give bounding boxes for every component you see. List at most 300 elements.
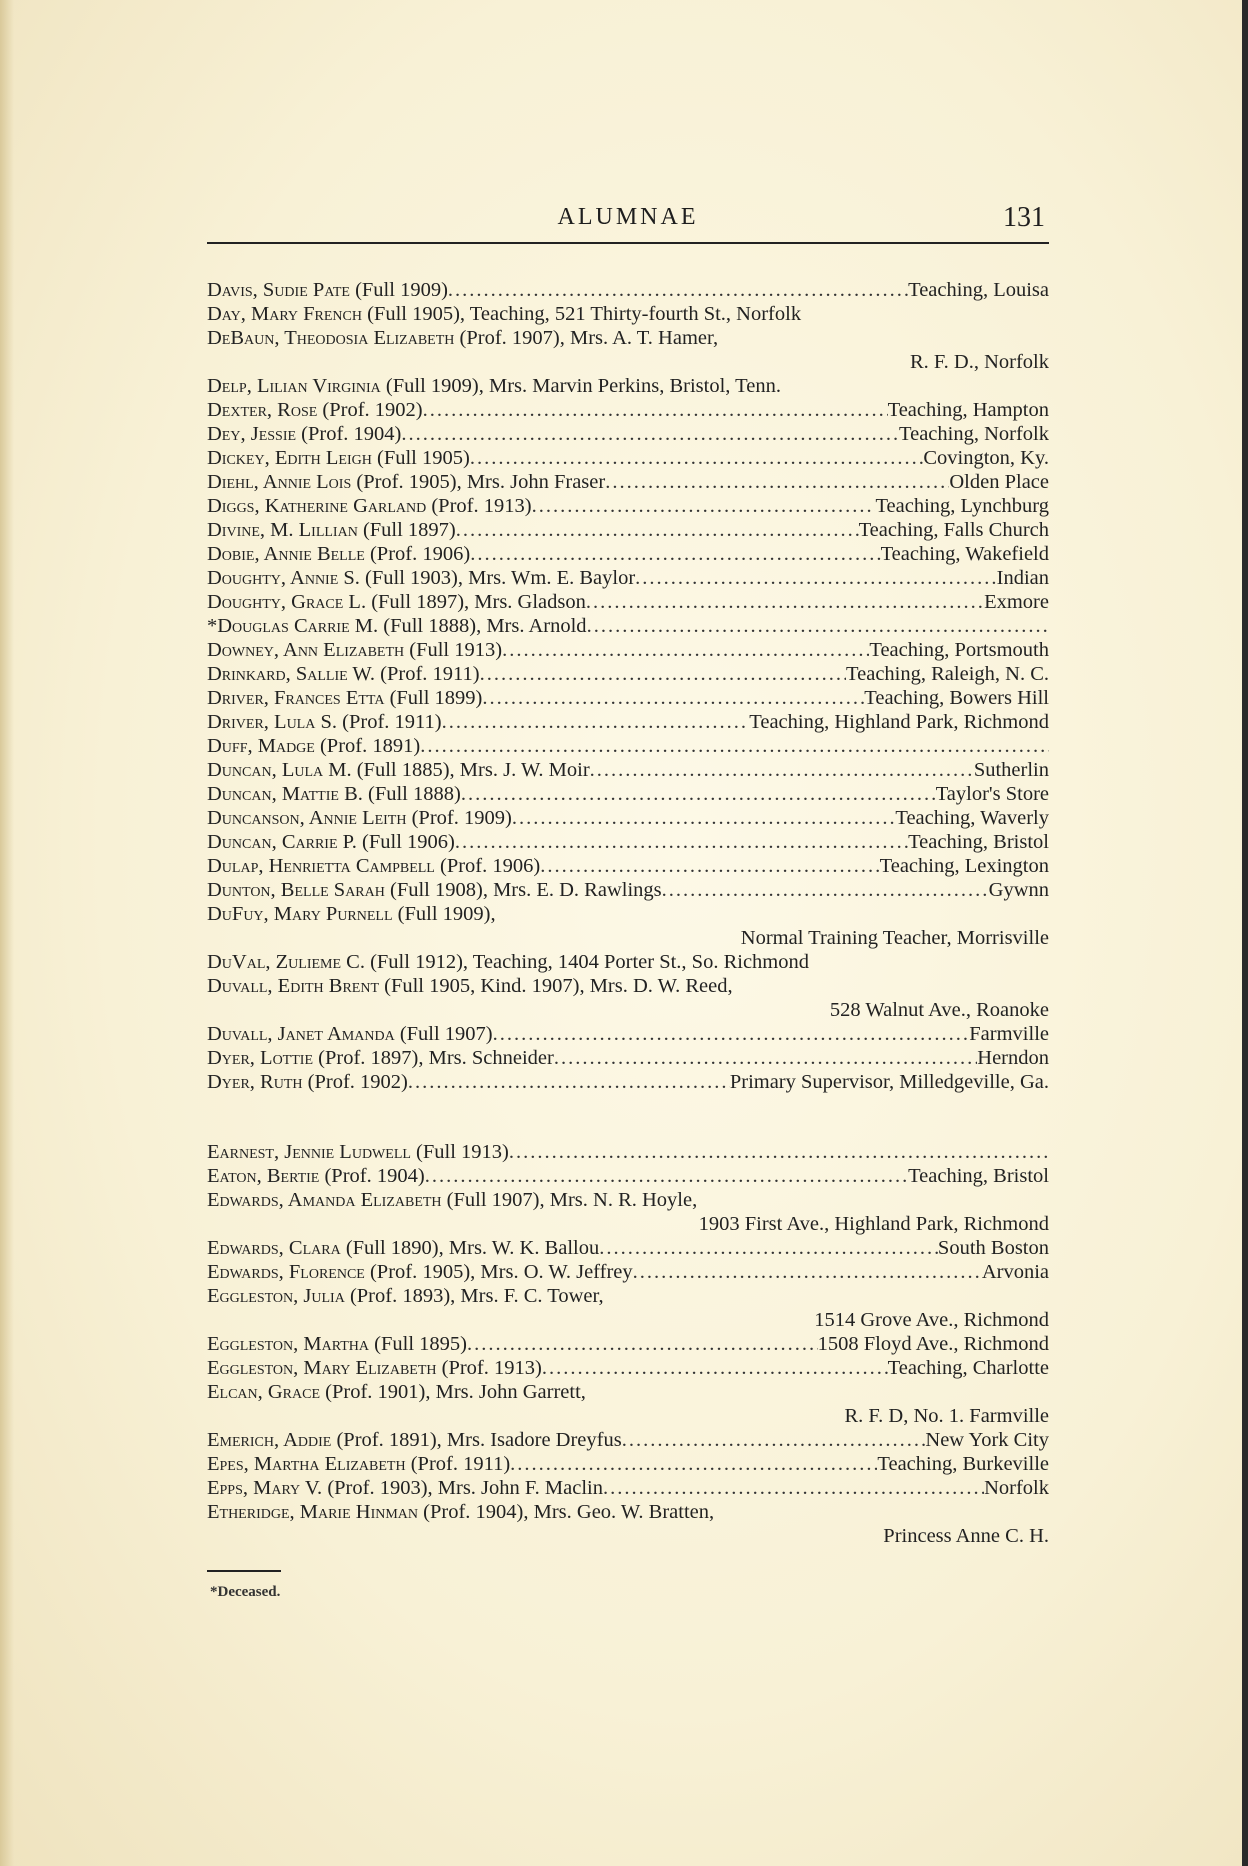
entry-line (207, 950, 1049, 974)
entry-details: (Prof. 1911) (405, 1453, 511, 1475)
entry-lead (207, 398, 423, 422)
alumna-entry (207, 542, 1049, 566)
entry-details: (Prof. 1902) (302, 1071, 408, 1093)
dot-leader (586, 590, 984, 614)
entry-line (207, 854, 1049, 878)
alumna-entry (207, 1188, 1049, 1236)
entry-line (207, 518, 1049, 542)
dot-leader (448, 278, 908, 302)
entry-location: Gywnn (988, 879, 1049, 901)
entry-lead (207, 830, 455, 854)
entry-details: (Prof. 1911) (375, 663, 480, 685)
entry-location: Teaching, Charlotte (887, 1357, 1049, 1379)
dot-leader (605, 470, 949, 494)
entry-line (207, 638, 1049, 662)
alumna-entry (207, 470, 1049, 494)
entry-line (207, 1284, 1049, 1308)
entry-location: Teaching, Bristol (908, 1165, 1049, 1187)
entry-line (207, 590, 1049, 614)
alumna-entry (207, 302, 1049, 326)
entry-line (207, 1236, 1049, 1260)
alumna-entry (207, 1046, 1049, 1070)
alumna-entry (207, 422, 1049, 446)
entry-details: (Full 1895) (369, 1333, 467, 1355)
alumna-entry (207, 1022, 1049, 1046)
alumna-entry (207, 782, 1049, 806)
entry-line (207, 686, 1049, 710)
entry-continuation: 1514 Grove Ave., Richmond (814, 1309, 1049, 1331)
alumna-name: Earnest, Jennie Ludwell (207, 1141, 411, 1163)
dot-leader (467, 1332, 818, 1356)
entry-lead (207, 1188, 697, 1212)
alumna-entry (207, 566, 1049, 590)
entry-details: (Full 1888), Mrs. Arnold (378, 615, 587, 637)
entry-details: (Full 1885), Mrs. J. W. Moir (351, 759, 590, 781)
alumna-entry (207, 854, 1049, 878)
entry-lead (207, 566, 635, 590)
entry-details: (Full 1903), Mrs. Wm. E. Baylor (359, 567, 636, 589)
entry-lead (207, 950, 809, 974)
entry-location: Herndon (977, 1047, 1049, 1069)
entry-lead (207, 1356, 542, 1380)
entry-lead (207, 710, 442, 734)
dot-leader (470, 542, 880, 566)
alumna-entry (207, 662, 1049, 686)
entry-details: (Prof. 1901), Mrs. John Garrett, (320, 1381, 586, 1403)
entry-lead (207, 902, 496, 926)
alumna-entry (207, 590, 1049, 614)
entry-details: (Prof. 1906) (364, 543, 471, 565)
alumna-name: Day, Mary French (207, 303, 362, 325)
alumna-entry (207, 1428, 1049, 1452)
dot-leader (470, 446, 924, 470)
alumna-entry (207, 806, 1049, 830)
dot-leader (599, 1236, 938, 1260)
alumna-entry (207, 1164, 1049, 1188)
entry-details: (Full 1909), Mrs. Marvin Perkins, Bristol, Tenn. (380, 375, 781, 397)
entry-continuation: 528 Walnut Ave., Roanoke (829, 999, 1049, 1021)
entry-location: Teaching, Lexington (879, 855, 1049, 877)
entry-lead (207, 758, 590, 782)
alumna-entry (207, 1260, 1049, 1284)
entry-details: (Prof. 1902) (317, 399, 423, 421)
entry-line (207, 662, 1049, 686)
alumna-entry (207, 494, 1049, 518)
entry-lead (207, 638, 502, 662)
dot-leader (633, 1260, 982, 1284)
entry-lead (207, 1022, 493, 1046)
alumna-entry (207, 1236, 1049, 1260)
alumna-entry (207, 830, 1049, 854)
alumna-name: Duff, Madge (207, 735, 315, 757)
entry-details: (Full 1913) (410, 1141, 509, 1163)
dot-leader (480, 662, 846, 686)
entry-details: (Prof. 1907), Mrs. A. T. Hamer, (454, 327, 719, 349)
dot-leader (635, 566, 996, 590)
alumna-name: Duvall, Janet Amanda (207, 1023, 395, 1045)
entry-details: (Prof. 1891), Mrs. Isadore Dreyfus (331, 1429, 622, 1451)
entry-details: (Prof. 1905), Mrs. O. W. Jeffrey (364, 1261, 633, 1283)
entry-lead (207, 1260, 633, 1284)
alumna-entry (207, 1070, 1049, 1094)
alumna-name: Diggs, Katherine Garland (207, 495, 427, 517)
alumna-name: Dobie, Annie Belle (207, 543, 365, 565)
alumna-entry (207, 638, 1049, 662)
entry-lead (207, 518, 456, 542)
entry-lead (207, 1070, 408, 1094)
dot-leader (502, 638, 869, 662)
dot-leader (542, 1356, 888, 1380)
alumna-name: Eggleston, Mary Elizabeth (207, 1357, 437, 1379)
entry-location: Teaching, Lynchburg (875, 495, 1049, 517)
alumna-name: Dunton, Belle Sarah (207, 879, 385, 901)
entry-line (207, 1500, 1049, 1524)
entry-details: (Full 1897), Mrs. Gladson (366, 591, 586, 613)
entry-location: Teaching, Burkeville (877, 1453, 1049, 1475)
alumna-entry (207, 1284, 1049, 1332)
entry-lead (207, 422, 401, 446)
alumna-entry (207, 614, 1049, 638)
entry-location: Covington, Ky. (923, 447, 1049, 469)
page-edge (1242, 0, 1248, 1866)
entry-lead (207, 806, 512, 830)
alumna-name: Dyer, Ruth (207, 1071, 303, 1093)
dot-leader (401, 422, 899, 446)
dot-leader (493, 1022, 970, 1046)
alumna-name: Driver, Frances Etta (207, 687, 385, 709)
entry-line (207, 566, 1049, 590)
entry-line (207, 542, 1049, 566)
entry-lead (207, 446, 470, 470)
entry-line (207, 782, 1049, 806)
alumna-name: Eggleston, Martha (207, 1333, 370, 1355)
entry-line (207, 374, 1049, 398)
entry-lead (207, 1236, 599, 1260)
alumna-name: Doughty, Annie S. (207, 567, 360, 589)
alumna-name: Emerich, Addie (207, 1429, 332, 1451)
entry-lead (207, 1164, 425, 1188)
alumna-name: Dey, Jessie (207, 423, 297, 445)
dot-leader (423, 398, 888, 422)
entry-location: Norfolk (984, 1477, 1049, 1499)
entry-line (207, 806, 1049, 830)
alumna-name: Duncan, Lula M. (207, 759, 352, 781)
entry-location: Teaching, Norfolk (899, 423, 1049, 445)
alumna-name: Eggleston, Julia (207, 1285, 345, 1307)
entry-lead (207, 1380, 586, 1404)
dot-leader (509, 1140, 1049, 1164)
dot-leader (603, 1476, 984, 1500)
alumna-name: Dulap, Henrietta Campbell (207, 855, 435, 877)
entry-line (207, 974, 1049, 998)
alumna-name: Downey, Ann Elizabeth (207, 639, 405, 661)
entry-continuation: 1903 First Ave., Highland Park, Richmond (698, 1213, 1049, 1235)
entry-lead (207, 590, 586, 614)
dot-leader (455, 830, 908, 854)
entry-lead (207, 1284, 604, 1308)
entry-line (207, 1022, 1049, 1046)
entry-location: Teaching, Louisa (908, 279, 1049, 301)
entry-location: Exmore (984, 591, 1049, 613)
alumna-name: DuVal, Zulieme C. (207, 951, 365, 973)
alumna-entry (207, 902, 1049, 950)
alumna-name: Edwards, Amanda Elizabeth (207, 1189, 442, 1211)
entry-location: Taylor's Store (935, 783, 1049, 805)
alumna-entry (207, 950, 1049, 974)
entry-details: (Full 1912), Teaching, 1404 Porter St., So. Richmond (364, 951, 809, 973)
dot-leader (482, 686, 864, 710)
entry-location: Olden Place (949, 471, 1049, 493)
entry-details: (Prof. 1906) (434, 855, 541, 877)
entry-details: (Prof. 1913) (436, 1357, 542, 1379)
entry-details: (Prof. 1891) (314, 735, 421, 757)
entry-line (207, 398, 1049, 422)
entry-location: Teaching, Hampton (887, 399, 1049, 421)
entry-details: (Prof. 1903), Mrs. John F. Maclin (322, 1477, 603, 1499)
alumna-entry (207, 1380, 1049, 1428)
alumna-name: Eaton, Bertie (207, 1165, 320, 1187)
entry-line (207, 1476, 1049, 1500)
entry-lead (207, 782, 461, 806)
entry-line (207, 494, 1049, 518)
alumna-entry (207, 278, 1049, 302)
alumna-name: Duncan, Mattie B. (207, 783, 363, 805)
entry-lead (207, 1428, 622, 1452)
alumna-name: Dyer, Lottie (207, 1047, 314, 1069)
entry-line (207, 326, 1049, 350)
entry-location: Teaching, Highland Park, Richmond (749, 711, 1049, 733)
entry-lead (207, 302, 801, 326)
page-number: 131 (1003, 202, 1045, 233)
entry-line (207, 446, 1049, 470)
entry-line (207, 1188, 1049, 1212)
alumna-entry (207, 1332, 1049, 1356)
alumna-name: Dexter, Rose (207, 399, 318, 421)
entry-line (207, 1070, 1049, 1094)
alumna-name: Diehl, Annie Lois (207, 471, 352, 493)
dot-leader (532, 494, 876, 518)
entry-continuation: Princess Anne C. H. (883, 1525, 1049, 1547)
entry-line (207, 302, 1049, 326)
entry-line (207, 1452, 1049, 1476)
entry-details: (Prof. 1904) (296, 423, 402, 445)
dot-leader (554, 1046, 977, 1070)
entry-details: (Prof. 1904), Mrs. Geo. W. Bratten, (418, 1501, 715, 1523)
alumna-entry (207, 710, 1049, 734)
entry-lead (207, 662, 480, 686)
dot-leader (461, 782, 936, 806)
alumna-name: *Douglas Carrie M. (207, 615, 379, 637)
dot-leader (408, 1070, 730, 1094)
alumna-name: DuFuy, Mary Purnell (207, 903, 393, 925)
entry-line (207, 878, 1049, 902)
entry-location: Teaching, Bowers Hill (864, 687, 1049, 709)
alumna-entry (207, 1452, 1049, 1476)
entry-continuation: R. F. D, No. 1. Farmville (844, 1405, 1049, 1427)
entry-location: 1508 Floyd Ave., Richmond (817, 1333, 1049, 1355)
entry-details: (Prof. 1904) (319, 1165, 425, 1187)
entry-lead (207, 1452, 510, 1476)
entry-location: Primary Supervisor, Milledgeville, Ga. (729, 1071, 1049, 1093)
alumna-name: Drinkard, Sallie W. (207, 663, 376, 685)
entry-details: (Prof. 1913) (426, 495, 532, 517)
dot-leader (510, 1452, 877, 1476)
entry-line (207, 1332, 1049, 1356)
entry-line (207, 470, 1049, 494)
alumna-name: Etheridge, Marie Hinman (207, 1501, 419, 1523)
alumna-entry (207, 758, 1049, 782)
entry-continuation: Normal Training Teacher, Morrisville (740, 927, 1049, 949)
entry-lead (207, 1046, 554, 1070)
dot-leader (456, 518, 859, 542)
entry-details: (Full 1890), Mrs. W. K. Ballou (340, 1237, 600, 1259)
alumna-name: Davis, Sudie Pate (207, 279, 350, 301)
entry-lead (207, 734, 420, 758)
running-title: ALUMNAE (557, 204, 699, 230)
entry-location: Teaching, Falls Church (858, 519, 1049, 541)
entry-line (207, 1046, 1049, 1070)
entry-details: (Full 1907), Mrs. N. R. Hoyle, (441, 1189, 698, 1211)
entry-location: South Boston (937, 1237, 1049, 1259)
entry-lead (207, 974, 733, 998)
entry-line (207, 710, 1049, 734)
entry-location: Teaching, Raleigh, N. C. (846, 663, 1049, 685)
entry-details: (Full 1905) (371, 447, 470, 469)
entry-lead (207, 278, 448, 302)
dot-leader (662, 878, 989, 902)
entry-location: Indian (996, 567, 1049, 589)
entry-details: (Full 1905), Teaching, 521 Thirty-fourth St., Norfolk (361, 303, 802, 325)
entry-lead (207, 686, 482, 710)
entry-lead (207, 614, 587, 638)
alumna-entry (207, 398, 1049, 422)
alumna-entry (207, 974, 1049, 1022)
entry-location: Teaching, Waverly (895, 807, 1049, 829)
entry-line (207, 1140, 1049, 1164)
entry-location: Teaching, Wakefield (880, 543, 1049, 565)
entry-line (207, 1380, 1049, 1404)
entry-details: (Full 1905, Kind. 1907), Mrs. D. W. Reed, (379, 975, 733, 997)
alumna-entry (207, 374, 1049, 398)
dot-leader (420, 734, 1049, 758)
entry-details: (Prof. 1909) (406, 807, 512, 829)
dot-leader (540, 854, 879, 878)
entry-lead (207, 1332, 467, 1356)
entry-details: (Full 1909) (349, 279, 448, 301)
entry-details: (Full 1907) (394, 1023, 493, 1045)
alumna-entry (207, 734, 1049, 758)
running-header (207, 200, 1049, 244)
entry-details: (Full 1899) (384, 687, 483, 709)
entry-line (207, 734, 1049, 758)
alumna-entry (207, 1500, 1049, 1548)
alumna-entry (207, 446, 1049, 470)
alumnae-list-d (207, 278, 1049, 1094)
alumna-entry (207, 326, 1049, 374)
footnote-rule (207, 1570, 281, 1572)
entry-line (207, 614, 1049, 638)
dot-leader (622, 1428, 926, 1452)
entry-line (207, 830, 1049, 854)
alumna-entry (207, 1356, 1049, 1380)
entry-location: Sutherlin (973, 759, 1049, 781)
alumna-name: Delp, Lilian Virginia (207, 375, 381, 397)
dot-leader (590, 758, 974, 782)
entry-location: Teaching, Portsmouth (869, 639, 1049, 661)
entry-line (207, 1428, 1049, 1452)
entry-lead (207, 494, 532, 518)
alumna-name: Elcan, Grace (207, 1381, 321, 1403)
entry-location: Arvonia (981, 1261, 1049, 1283)
entry-line (207, 422, 1049, 446)
alumna-name: Epps, Mary V. (207, 1477, 323, 1499)
entry-lead (207, 1500, 714, 1524)
alumna-name: Driver, Lula S. (207, 711, 338, 733)
entry-lead (207, 854, 540, 878)
entry-lead (207, 470, 605, 494)
alumna-entry (207, 686, 1049, 710)
entry-details: (Prof. 1911) (337, 711, 442, 733)
entry-lead (207, 1476, 603, 1500)
alumna-name: Divine, M. Lillian (207, 519, 358, 541)
entry-details: (Prof. 1893), Mrs. F. C. Tower, (344, 1285, 604, 1307)
alumna-name: Edwards, Florence (207, 1261, 365, 1283)
alumna-entry (207, 1476, 1049, 1500)
alumna-entry (207, 518, 1049, 542)
alumna-name: Duvall, Edith Brent (207, 975, 379, 997)
alumna-name: DeBaun, Theodosia Elizabeth (207, 327, 455, 349)
entry-lead (207, 878, 662, 902)
alumna-name: Duncan, Carrie P. (207, 831, 357, 853)
alumnae-list-e (207, 1140, 1049, 1548)
entry-continuation: R. F. D., Norfolk (909, 351, 1049, 373)
entry-line (207, 758, 1049, 782)
entry-line (207, 1356, 1049, 1380)
entry-line (207, 1260, 1049, 1284)
entry-details: (Full 1913) (404, 639, 503, 661)
dot-leader (587, 614, 1049, 638)
entry-lead (207, 326, 718, 350)
alumna-name: Doughty, Grace L. (207, 591, 367, 613)
entry-details: (Full 1908), Mrs. E. D. Rawlings (384, 879, 662, 901)
entry-location: Teaching, Bristol (908, 831, 1049, 853)
entry-line (207, 1164, 1049, 1188)
footnote: *Deceased. (210, 1584, 281, 1600)
entry-line (207, 278, 1049, 302)
entry-details: (Full 1897) (357, 519, 456, 541)
alumna-name: Duncanson, Annie Leith (207, 807, 407, 829)
entry-details: (Full 1888) (362, 783, 461, 805)
entry-details: (Full 1909), (392, 903, 496, 925)
alumna-entry (207, 878, 1049, 902)
entry-details: (Full 1906) (356, 831, 455, 853)
entry-lead (207, 1140, 509, 1164)
page-spine-shadow (0, 0, 14, 1866)
dot-leader (442, 710, 750, 734)
dot-leader (425, 1164, 908, 1188)
alumna-name: Dickey, Edith Leigh (207, 447, 372, 469)
entry-location: Farmville (969, 1023, 1049, 1045)
alumna-entry (207, 1140, 1049, 1164)
alumna-name: Edwards, Clara (207, 1237, 341, 1259)
entry-details: (Prof. 1897), Mrs. Schneider (313, 1047, 554, 1069)
entry-details: (Prof. 1905), Mrs. John Fraser (351, 471, 606, 493)
entry-lead (207, 374, 781, 398)
dot-leader (512, 806, 896, 830)
entry-line (207, 902, 1049, 926)
entry-location: New York City (925, 1429, 1049, 1451)
alumna-name: Epes, Martha Elizabeth (207, 1453, 406, 1475)
